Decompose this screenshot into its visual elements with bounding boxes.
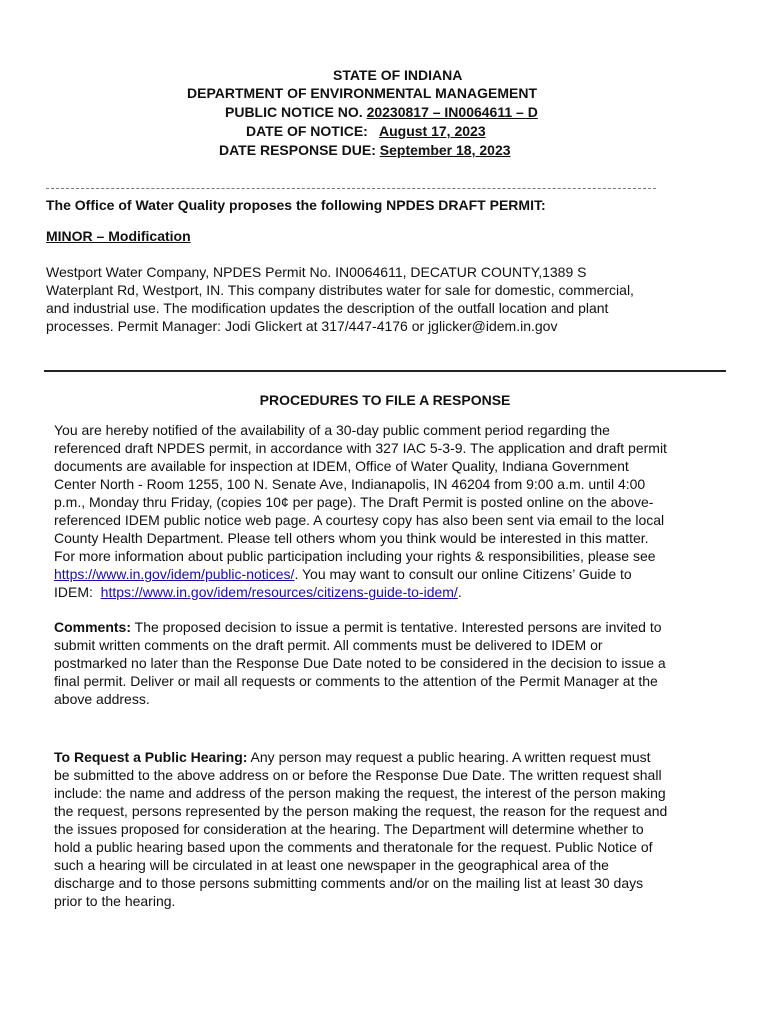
description-line: processes. Permit Manager: Jodi Glickert at 317/447-4176 or jglicker@idem.in.gov [46,318,558,334]
hearing-line: discharge and to those persons submitting comments and/or on the mailing list at least 30 days [54,875,644,891]
link1-trailing-text: . You may want to consult our online Citizens’ Guide to [294,566,632,582]
comments-line: above address. [54,691,150,707]
notice-line: p.m., Monday thru Friday, (copies 10¢ per page). The Draft Permit is posted online on the above- [54,494,654,510]
public-notice-number [225,104,538,121]
proposal-heading: The Office of Water Quality proposes the following NPDES DRAFT PERMIT: [46,197,546,213]
due-label: DATE RESPONSE DUE: [219,142,376,158]
due-value: September 18, 2023 [379,142,511,158]
comments-line: postmarked no later than the Response Due Date noted to be considered in the decision to issue a [54,655,666,671]
date-response-due [219,142,511,159]
date-value: August 17, 2023 [379,123,486,139]
notice-line: You are hereby notified of the availability of a 30-day public comment period regarding the [54,422,610,438]
section-divider [44,370,726,372]
hearing-line: the request, persons represented by the person making the request, the reason for the request and [54,803,668,819]
comments-first-text: The proposed decision to issue a permit is tentative. Interested persons are invited to [131,619,662,635]
notice-label: PUBLIC NOTICE NO. [225,104,363,120]
date-of-notice [246,123,486,140]
procedures-title: PROCEDURES TO FILE A RESPONSE [259,392,511,408]
hearing-line: such a hearing will be circulated in at least one newspaper in the geographical area of the [54,857,609,873]
notice-line-links [54,565,667,583]
notice-number: 20230817 – IN0064611 – D [366,104,538,120]
notice-line: For more information about public participation including your rights & responsibilities, please see [54,548,656,564]
notice-line: referenced draft NPDES permit, in accordance with 327 IAC 5-3-9. The application and draft permit [54,440,667,456]
hearing-line: include: the name and address of the person making the request, the interest of the person making [54,785,666,801]
notice-line-links [54,583,667,601]
state-title: STATE OF INDIANA [333,67,463,83]
hearing-line [54,748,667,766]
comments-line: final permit. Deliver or mail all requests or comments to the attention of the Permit Manager at the [54,673,658,689]
hearing-line: the issues proposed for consideration at the hearing. The Department will determine whether to [54,821,644,837]
permit-description [46,263,634,335]
comments-paragraph [54,618,666,708]
date-label: DATE OF NOTICE: [246,123,368,139]
hearing-first-text: Any person may request a public hearing. A written request must [247,749,651,765]
comments-line: submit written comments on the draft permit. All comments must be delivered to IDEM or [54,637,603,653]
notice-line: County Health Department. Please tell others whom you think would be interested in this matter. [54,530,649,546]
comments-label: Comments: [54,619,132,635]
header-divider [46,188,656,189]
citizens-guide-link[interactable]: https://www.in.gov/idem/resources/citizens-guide-to-idem/ [100,584,458,600]
notice-line: documents are available for inspection at IDEM, Office of Water Quality, Indiana Government [54,458,629,474]
permit-category: MINOR – Modification [46,228,191,244]
department-title: DEPARTMENT OF ENVIRONMENTAL MANAGEMENT [187,85,537,101]
hearing-line: be submitted to the above address on or before the Response Due Date. The written request shall [54,767,662,783]
hearing-label: To Request a Public Hearing: [54,749,248,765]
idem-prefix: IDEM: [54,584,101,600]
notice-line: Center North - Room 1255, 100 N. Senate Ave, Indianapolis, IN 46204 from 9:00 a.m. until 4:00 [54,476,646,492]
link2-trailing-text: . [457,584,462,600]
notice-line: referenced IDEM public notice web page. A courtesy copy has also been sent via email to the local [54,512,665,528]
notice-paragraph [54,421,667,601]
description-line: Waterplant Rd, Westport, IN. This company distributes water for sale for domestic, commercial, [46,282,634,298]
description-line: and industrial use. The modification updates the description of the outfall location and plant [46,300,609,316]
description-line: Westport Water Company, NPDES Permit No. IN0064611, DECATUR COUNTY,1389 S [46,264,587,280]
hearing-line: hold a public hearing based upon the comments and theratonale for the request. Public Notice of [54,839,653,855]
hearing-line: prior to the hearing. [54,893,176,909]
comments-line [54,618,666,636]
public-notices-link[interactable]: https://www.in.gov/idem/public-notices/ [54,566,295,582]
hearing-paragraph [54,748,667,910]
